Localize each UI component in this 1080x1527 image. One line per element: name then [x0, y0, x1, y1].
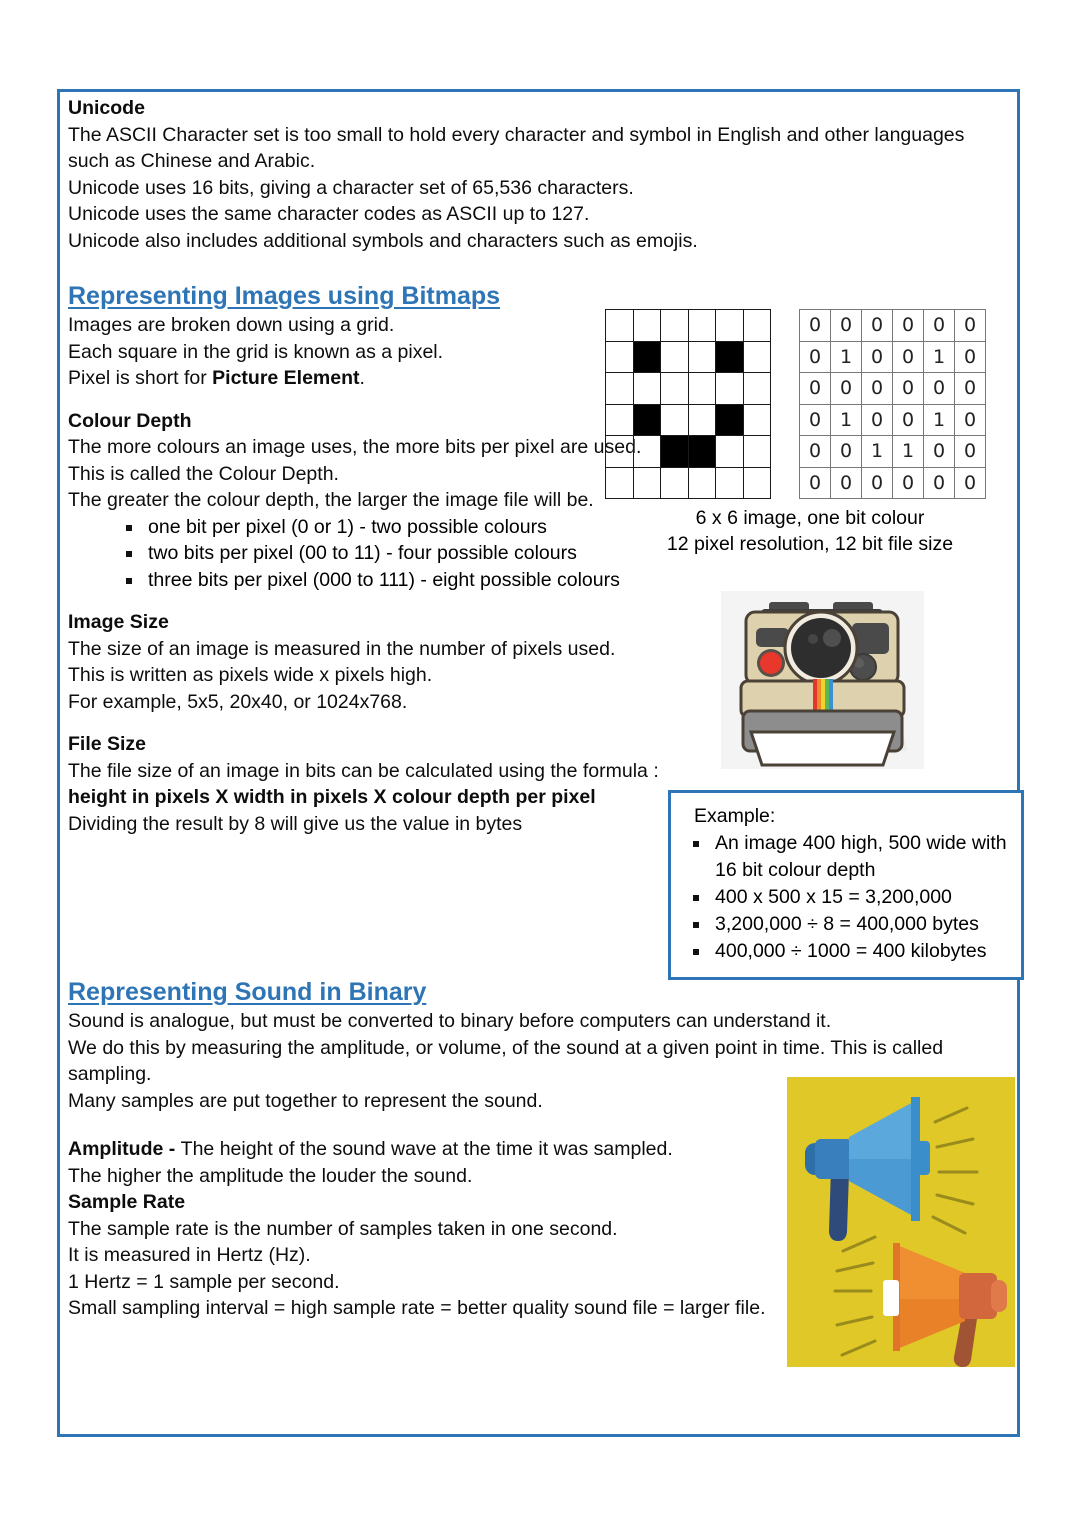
sample-rate-line-2: It is measured in Hertz (Hz).	[68, 1244, 311, 1266]
pixel-cell-black	[633, 341, 661, 373]
binary-cell: 1	[924, 341, 955, 373]
binary-cell: 0	[831, 436, 862, 468]
amplitude-definition	[68, 1136, 768, 1163]
pixel-def-bold: Picture Element	[212, 367, 360, 389]
spacer	[68, 715, 678, 731]
pixel-grid-row	[606, 341, 771, 373]
file-size-heading: File Size	[68, 733, 147, 755]
pixel-cell-white	[716, 373, 744, 405]
colour-depth-heading: Colour Depth	[68, 409, 192, 432]
binary-cell: 0	[800, 404, 831, 436]
pixel-cell-black	[688, 436, 716, 468]
list-item: An image 400 high, 500 wide with 16 bit colour depth	[693, 830, 1011, 884]
bitmaps-line-2: Each square in the grid is known as a pixel.	[68, 340, 444, 363]
list-item: two bits per pixel (00 to 11) - four possible colours	[126, 540, 678, 567]
pixel-cell-black	[633, 404, 661, 436]
colour-depth-line-2: The greater the colour depth, the larger the image file will be.	[68, 489, 594, 511]
example-callout-box	[668, 790, 1024, 980]
pixel-cell-white	[743, 404, 771, 436]
section-sound-details	[68, 1136, 768, 1322]
pixel-cell-white	[688, 341, 716, 373]
amplitude-label: Amplitude -	[68, 1138, 181, 1160]
pixel-cell-white	[633, 310, 661, 342]
binary-cell: 0	[893, 467, 924, 499]
bitmaps-heading: Representing Images using Bitmaps	[68, 282, 501, 310]
binary-cell: 0	[831, 310, 862, 342]
bitmap-figure-caption	[605, 505, 1015, 557]
list-item: one bit per pixel (0 or 1) - two possible colours	[126, 514, 678, 541]
pixel-cell-white	[606, 404, 634, 436]
binary-cell: 0	[924, 436, 955, 468]
colour-depth-line-1: The more colours an image uses, the more bits per pixel are used. This is called the Colour Depth.	[68, 436, 642, 485]
megaphone-illustration	[787, 1077, 1015, 1367]
binary-cell: 1	[924, 404, 955, 436]
pixel-cell-white	[743, 467, 771, 499]
caption-line-2: 12 pixel resolution, 12 bit file size	[666, 533, 954, 555]
pixel-grid-row	[606, 373, 771, 405]
image-size-line-2: This is written as pixels wide x pixels high.	[68, 664, 433, 686]
sound-line-2: We do this by measuring the amplitude, or volume, of the sound at a given point in time. This is called sampling.	[68, 1036, 944, 1085]
binary-cell: 0	[955, 436, 986, 468]
binary-cell: 0	[862, 404, 893, 436]
binary-cell: 1	[831, 341, 862, 373]
megaphone-icon	[787, 1077, 1015, 1367]
pixel-grid-row	[606, 310, 771, 342]
sample-rate-line-4: Small sampling interval = high sample rate = better quality sound file = larger file.	[68, 1297, 766, 1319]
caption-line-1: 6 x 6 image, one bit colour	[695, 507, 925, 529]
binary-cell: 0	[800, 373, 831, 405]
unicode-line-4: Unicode also includes additional symbols and characters such as emojis.	[68, 229, 698, 252]
pixel-def-prefix: Pixel is short for	[68, 367, 213, 389]
camera-icon	[721, 591, 924, 769]
unicode-line-1: The ASCII Character set is too small to hold every character and symbol in English and other languages such as Chinese and Arabic.	[68, 123, 965, 172]
pixel-grid-row	[606, 404, 771, 436]
pixel-cell-white	[688, 404, 716, 436]
pixel-cell-white	[661, 341, 689, 373]
binary-value-table	[799, 309, 986, 499]
pixel-cell-white	[606, 436, 634, 468]
list-item: 400 x 500 x 15 = 3,200,000	[693, 884, 1011, 911]
sound-line-1: Sound is analogue, but must be converted to binary before computers can understand it.	[68, 1010, 832, 1032]
pixel-cell-white	[716, 310, 744, 342]
pixel-cell-white	[606, 467, 634, 499]
colour-depth-bullet-list	[68, 514, 678, 594]
binary-table-row	[800, 341, 986, 373]
pixel-cell-white	[606, 341, 634, 373]
binary-cell: 0	[862, 310, 893, 342]
binary-cell: 0	[800, 436, 831, 468]
example-title: Example:	[694, 805, 776, 827]
image-size-line-1: The size of an image is measured in the number of pixels used.	[68, 637, 616, 660]
pixel-cell-black	[661, 436, 689, 468]
image-size-line-3: For example, 5x5, 20x40, or 1024x768.	[68, 690, 408, 713]
binary-cell: 0	[862, 467, 893, 499]
list-item: three bits per pixel (000 to 111) - eight possible colours	[126, 567, 678, 594]
pixel-cell-white	[661, 310, 689, 342]
pixel-cell-white	[743, 373, 771, 405]
pixel-cell-black	[716, 341, 744, 373]
binary-table-row	[800, 404, 986, 436]
pixel-cell-white	[606, 310, 634, 342]
binary-cell: 0	[862, 373, 893, 405]
binary-cell: 0	[800, 341, 831, 373]
example-bullet-list	[685, 830, 1011, 965]
pixel-def-suffix: .	[359, 367, 365, 389]
binary-cell: 0	[800, 467, 831, 499]
sample-rate-line-1: The sample rate is the number of samples taken in one second.	[68, 1217, 618, 1240]
pixel-cell-white	[688, 467, 716, 499]
figure-gap	[771, 309, 799, 499]
unicode-line-2: Unicode uses 16 bits, giving a character set of 65,536 characters.	[68, 176, 634, 199]
spacer	[68, 593, 678, 609]
spacer	[68, 392, 678, 408]
binary-cell: 0	[924, 467, 955, 499]
pixel-grid-row	[606, 467, 771, 499]
binary-cell: 0	[893, 310, 924, 342]
pixel-grid	[605, 309, 771, 499]
unicode-heading: Unicode	[68, 97, 145, 119]
binary-cell: 0	[955, 341, 986, 373]
document-page-border	[57, 89, 1020, 1437]
amplitude-line-2: The higher the amplitude the louder the sound.	[68, 1164, 473, 1187]
binary-cell: 0	[893, 373, 924, 405]
binary-cell: 0	[893, 404, 924, 436]
pixel-cell-white	[716, 467, 744, 499]
binary-cell: 0	[955, 467, 986, 499]
binary-table-row	[800, 467, 986, 499]
file-size-line-2: Dividing the result by 8 will give us the value in bytes	[68, 812, 523, 835]
section-unicode	[68, 95, 998, 254]
sample-rate-line-3: 1 Hertz = 1 sample per second.	[68, 1270, 340, 1293]
list-item: 3,200,000 ÷ 8 = 400,000 bytes	[693, 911, 1011, 938]
amplitude-text: The height of the sound wave at the time it was sampled.	[180, 1138, 673, 1160]
image-size-heading: Image Size	[68, 611, 169, 633]
sample-rate-heading: Sample Rate	[68, 1191, 186, 1213]
bitmaps-pixel-definition	[68, 365, 678, 392]
bitmaps-line-1: Images are broken down using a grid.	[68, 314, 395, 336]
binary-cell: 1	[893, 436, 924, 468]
pixel-cell-white	[661, 404, 689, 436]
binary-table-row	[800, 310, 986, 342]
pixel-cell-white	[661, 467, 689, 499]
binary-cell: 0	[862, 341, 893, 373]
binary-cell: 0	[831, 373, 862, 405]
pixel-cell-white	[716, 436, 744, 468]
pixel-cell-white	[606, 373, 634, 405]
binary-cell: 0	[924, 373, 955, 405]
pixel-grid-row	[606, 436, 771, 468]
pixel-cell-white	[688, 310, 716, 342]
section-bitmaps	[68, 280, 678, 837]
binary-cell: 1	[862, 436, 893, 468]
file-size-formula: height in pixels X width in pixels X colour depth per pixel	[68, 786, 596, 808]
file-size-line-1: The file size of an image in bits can be calculated using the formula :	[68, 759, 659, 782]
instant-camera-illustration	[721, 591, 924, 769]
binary-table-row	[800, 436, 986, 468]
binary-cell: 1	[831, 404, 862, 436]
sound-heading: Representing Sound in Binary	[68, 978, 427, 1006]
unicode-line-3: Unicode uses the same character codes as ASCII up to 127.	[68, 203, 590, 225]
binary-cell: 0	[955, 310, 986, 342]
pixel-cell-white	[633, 467, 661, 499]
pixel-cell-white	[661, 373, 689, 405]
binary-table-row	[800, 373, 986, 405]
pixel-cell-white	[743, 341, 771, 373]
pixel-cell-white	[743, 310, 771, 342]
binary-cell: 0	[955, 373, 986, 405]
binary-cell: 0	[831, 467, 862, 499]
pixel-cell-black	[716, 404, 744, 436]
bitmap-figure-row	[605, 309, 1015, 499]
pixel-cell-white	[633, 373, 661, 405]
binary-cell: 0	[924, 310, 955, 342]
list-item: 400,000 ÷ 1000 = 400 kilobytes	[693, 938, 1011, 965]
sound-line-3: Many samples are put together to represent the sound.	[68, 1089, 543, 1112]
binary-cell: 0	[955, 404, 986, 436]
pixel-cell-white	[743, 436, 771, 468]
binary-cell: 0	[893, 341, 924, 373]
pixel-cell-white	[688, 373, 716, 405]
bitmap-figure	[605, 309, 1015, 557]
pixel-cell-white	[633, 436, 661, 468]
binary-cell: 0	[800, 310, 831, 342]
